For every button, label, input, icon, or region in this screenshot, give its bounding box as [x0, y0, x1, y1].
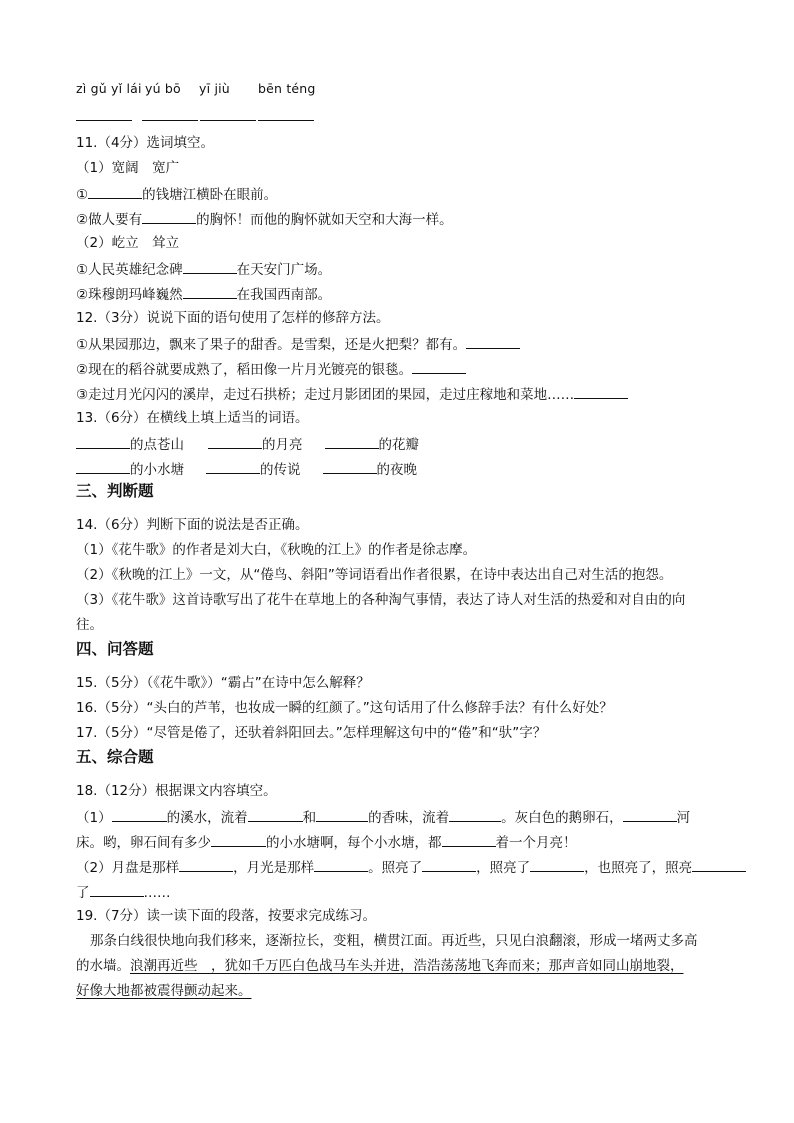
blank[interactable]	[90, 882, 144, 897]
blank[interactable]	[248, 807, 303, 822]
blank[interactable]	[76, 459, 130, 474]
blank[interactable]	[692, 857, 746, 872]
q11-group2-options: （2）屹立 耸立	[76, 235, 180, 251]
blank[interactable]	[206, 459, 260, 474]
q13-row2: 的小水塘 的传说 的夜晚	[76, 459, 417, 479]
blank[interactable]	[323, 459, 377, 474]
answer-line-4[interactable]	[258, 120, 314, 121]
q11-group1-options: （1）宽阔 宽广	[76, 160, 180, 176]
q19-passage-line3: 好像大地都被震得颤动起来。	[76, 983, 252, 999]
blank[interactable]	[574, 384, 628, 399]
blank[interactable]	[442, 832, 496, 847]
blank[interactable]	[466, 334, 520, 349]
q18-part1-line2: 床。哟，卵石间有多少 的小水塘啊，每个小水塘，都 着一个月亮！	[76, 832, 577, 852]
blank[interactable]	[412, 359, 466, 374]
answer-line-3[interactable]	[200, 120, 256, 121]
blank[interactable]	[88, 184, 142, 199]
q18-heading: 18.（12分）根据课文内容填空。	[76, 783, 277, 799]
q19-passage-line2: 的水墙。浪潮再近些 ，犹如千万匹白色战马车头并进，浩浩荡荡地飞奔而来；那声音如同山崩地裂，	[76, 958, 684, 974]
q11-item3: ①人民英雄纪念碑 在天安门广场。	[76, 259, 331, 279]
q19-heading: 19.（7分）读一读下面的段落，按要求完成练习。	[76, 908, 377, 924]
blank[interactable]	[208, 434, 262, 449]
q13-row1: 的点苍山 的月亮 的花瓣	[76, 434, 419, 454]
q15: 15.（5分）（《花牛歌》）“霸占”在诗中怎么解释？	[76, 675, 370, 691]
q18-part1-line1: （1） 的溪水，流着 和 的香味，流着 。灰白色的鹅卵石， 河	[76, 807, 690, 827]
blank[interactable]	[142, 209, 196, 224]
q18-part2-line1: （2）月盘是那样 ，月光是那样 。照亮了 ，照亮了 ，也照亮了，照亮	[76, 857, 746, 877]
q12-item2: ②现在的稻谷就要成熟了，稻田像一片月光镀亮的银毯。	[76, 359, 466, 379]
blank[interactable]	[183, 259, 237, 274]
blank[interactable]	[325, 434, 379, 449]
q11-item4: ②珠穆朗玛峰巍然 在我国西南部。	[76, 284, 331, 304]
pinyin-1: zì gǔ yǐ lái	[76, 81, 142, 96]
q18-part2-line2: 了 ……	[76, 882, 171, 902]
q11-item1: ① 的钱塘江横卧在眼前。	[76, 184, 277, 204]
q14-item1: （1）《花牛歌》的作者是刘大白，《秋晚的江上》的作者是徐志摩。	[76, 542, 477, 558]
answer-line-2[interactable]	[142, 120, 198, 121]
q14-heading: 14.（6分）判断下面的说法是否正确。	[76, 517, 309, 533]
blank[interactable]	[76, 434, 130, 449]
q19-passage-line1: 那条白线很快地向我们移来，逐渐拉长，变粗，横贯江面。再近些，只见白浪翻滚，形成一堵两丈多高	[90, 933, 698, 949]
q12-item1: ①从果园那边，飘来了果子的甜香。是雪梨，还是火把梨？都有。	[76, 334, 520, 354]
blank[interactable]	[314, 857, 368, 872]
section-comprehensive-title: 五、综合题	[76, 748, 154, 766]
blank[interactable]	[530, 857, 584, 872]
pinyin-2: yú bō	[145, 81, 181, 96]
section-qa-title: 四、问答题	[76, 640, 154, 658]
q14-item3: （3）《花牛歌》这首诗歌写出了花牛在草地上的各种淘气事情，表达了诗人对生活的热爱和对自由的向	[76, 592, 686, 608]
q14-item3-cont: 往。	[76, 617, 103, 633]
blank[interactable]	[422, 857, 476, 872]
blank[interactable]	[211, 832, 266, 847]
q17: 17.（5分）“尽管是倦了，还驮着斜阳回去。”怎样理解这句中的“倦”和“驮”字？	[76, 725, 547, 741]
answer-line-1[interactable]	[76, 120, 132, 121]
q12-item3: ③走过月光闪闪的溪岸，走过石拱桥；走过月影团团的果园，走过庄稼地和菜地……	[76, 384, 628, 404]
q13-heading: 13.（6分）在横线上填上适当的词语。	[76, 410, 309, 426]
q14-item2: （2）《秋晚的江上》一文，从“倦鸟、斜阳”等词语看出作者很累，在诗中表达出自己对生活的抱怨。	[76, 567, 673, 583]
blank[interactable]	[316, 807, 368, 822]
pinyin-4: bēn téng	[258, 81, 316, 96]
pinyin-3: yī jiù	[199, 81, 230, 96]
blank[interactable]	[623, 807, 677, 822]
blank[interactable]	[179, 857, 233, 872]
blank[interactable]	[449, 807, 501, 822]
blank[interactable]	[112, 807, 167, 822]
q16: 16.（5分）“头白的芦苇，也妆成一瞬的红颜了。”这句话用了什么修辞手法？有什么好处？	[76, 700, 613, 716]
section-judgement-title: 三、判断题	[76, 482, 154, 500]
blank[interactable]	[183, 284, 237, 299]
q11-heading: 11.（4分）选词填空。	[76, 135, 215, 151]
q11-item2: ②做人要有 的胸怀！而他的胸怀就如天空和大海一样。	[76, 209, 453, 229]
q12-heading: 12.（3分）说说下面的语句使用了怎样的修辞方法。	[76, 310, 390, 326]
